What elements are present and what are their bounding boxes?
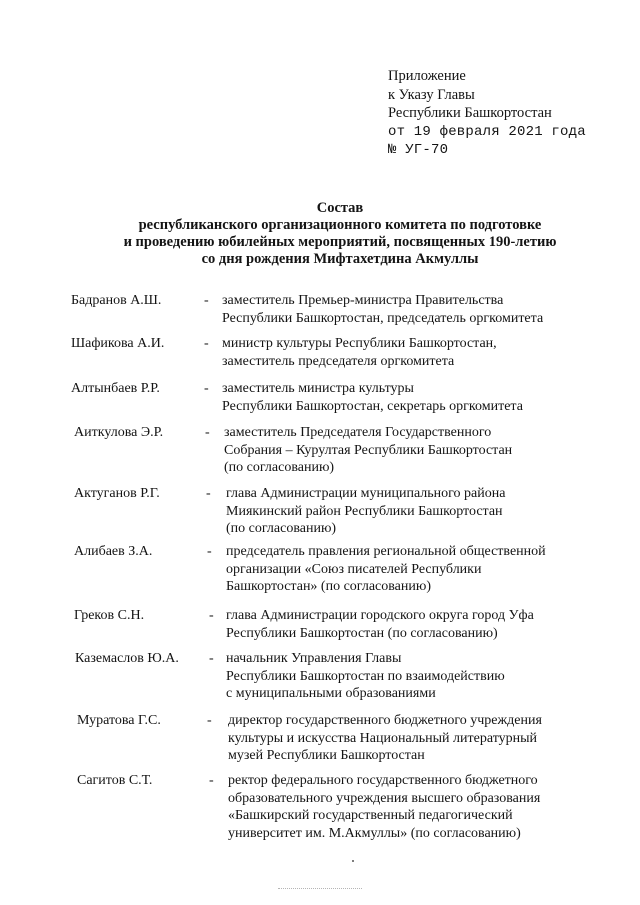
member-name: Греков С.Н. [74,608,145,623]
member-role-line: Миякинский район Республики Башкортостан [226,503,503,519]
member-role-line: (по согласованию) [226,521,337,536]
member-role-line: глава Администрации городского округа город Уфа [226,608,534,623]
member-role-line: директор государственного бюджетного учреждения [228,713,542,728]
appendix-date: от 19 февраля 2021 года [388,123,586,140]
member-role-line: Республики Башкортостан, секретарь оргкомитета [222,398,523,414]
member-role [222,292,543,327]
member-role-line: начальник Управления Главы [226,651,402,666]
member-role-line: глава Администрации муниципального района [226,486,506,501]
footer-dot [352,860,354,862]
member-role-line: ректор федерального государственного бюджетного [228,773,538,788]
member-role-line: Республики Башкортостан по взаимодействию [226,668,505,684]
appendix-line-1: Приложение [388,68,466,84]
member-role [226,485,505,538]
appendix-block [388,67,586,160]
member-dash: - [209,773,214,788]
member-role-line: Башкортостан» (по согласованию) [226,579,431,594]
member-name: Сагитов С.Т. [77,773,153,788]
member-role [228,712,542,765]
member-role-line: культуры и искусства Национальный литературный [228,730,538,746]
title-line-4: со дня рождения Мифтахетдина Акмуллы [201,251,479,267]
appendix-line-3: Республики Башкортостан [388,105,552,121]
member-role-line: Собрания – Курултая Республики Башкортостан [224,442,513,458]
member-role [222,335,497,370]
member-role [226,607,534,642]
appendix-line-2: к Указу Главы [388,86,475,103]
member-dash: - [209,608,214,623]
member-dash: - [206,486,211,501]
member-role-line: университет им. М.Акмуллы» (по согласованию) [228,825,521,841]
member-name: Муратова Г.С. [77,713,161,728]
member-role-line: заместитель председателя оргкомитета [222,353,455,369]
member-role [228,772,540,842]
member-role-line: Республики Башкортостан (по согласованию) [226,625,498,641]
member-role-line: заместитель Премьер-министра Правительства [222,293,504,308]
member-role [222,380,523,415]
footer-marks [278,888,362,890]
member-name: Актуганов Р.Г. [74,486,160,501]
member-name: Бадранов А.Ш. [71,293,162,308]
member-name: Алибаев З.А. [74,544,153,559]
appendix-number: № УГ-70 [388,142,449,158]
member-role-line: образовательного учреждения высшего образования [228,790,541,806]
member-role-line: заместитель Председателя Государственного [224,425,492,440]
title-line-3: и проведению юбилейных мероприятий, посвященных 190-летию [123,234,557,250]
member-role [226,650,505,703]
member-dash: - [204,381,209,396]
member-role-line: «Башкирский государственный педагогический [228,808,513,823]
member-dash: - [207,544,212,559]
member-dash: - [207,713,212,728]
member-role [226,543,546,596]
member-name: Аиткулова Э.Р. [74,425,164,440]
member-role-line: председатель правления региональной общественной [226,544,546,559]
member-role-line: Республики Башкортостан, председатель оргкомитета [222,310,544,326]
member-dash: - [205,425,210,440]
member-dash: - [209,651,214,666]
document-title [80,200,600,268]
member-role-line: с муниципальными образованиями [226,686,436,701]
member-name: Шафикова А.И. [71,336,165,351]
member-role [224,424,512,477]
member-dash: - [204,336,209,351]
member-role-line: организации «Союз писателей Республики [226,561,482,577]
member-role-line: заместитель министра культуры [222,381,414,396]
member-name: Алтынбаев Р.Р. [71,381,160,396]
member-role-line: министр культуры Республики Башкортостан, [222,336,497,351]
title-line-2: республиканского организационного комитета по подготовке [138,217,542,233]
title-line-1: Состав [316,200,364,216]
member-name: Каземаслов Ю.А. [75,651,179,666]
member-role-line: музей Республики Башкортостан [228,748,425,763]
member-role-line: (по согласованию) [224,460,335,475]
member-dash: - [204,293,209,308]
